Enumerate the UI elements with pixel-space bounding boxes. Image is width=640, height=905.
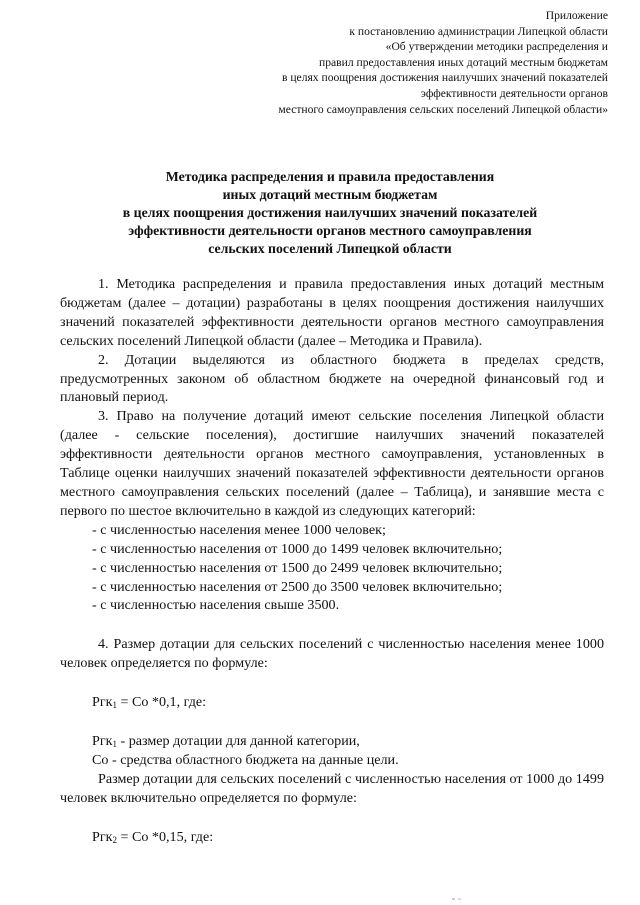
document-title: [60, 168, 600, 258]
paragraph-1: 1. Методика распределения и правила предоставления иных дотаций местным бюджетам (далее – дотации) разработаны в целях поощрения достижения наилучших значений показателей эффективности деятельности органов местного самоуправления сельских поселений Липецкой области (далее – Методика и Правила).: [60, 276, 604, 349]
appendix-line: эффективности деятельности органов: [420, 86, 608, 100]
formula-symbol: Ргк: [92, 694, 113, 711]
definition-text: - размер дотации для данной категории,: [116, 733, 360, 750]
paragraph-4: 4. Размер дотации для сельских поселений с численностью населения менее 1000 человек определяется по формуле:: [60, 636, 604, 672]
formula-subscript: 2: [112, 834, 117, 845]
formula-expression: = Со *0,1, где:: [116, 694, 207, 711]
appendix-line: к постановлению администрации Липецкой области: [349, 24, 608, 38]
appendix-line: в целях поощрения достижения наилучших значений показателей: [281, 71, 608, 85]
paragraph-5: Размер дотации для сельских поселений с численностью населения от 1000 до 1499 человек включительно определяется по формуле:: [60, 770, 604, 806]
formula-2: [60, 828, 604, 847]
definition-2: Со - средства областного бюджета на данные цели.: [92, 751, 399, 768]
appendix-header: [188, 8, 608, 117]
category-item: - с численностью населения от 1500 до 2499 человек включительно;: [92, 559, 503, 576]
category-item: - с численностью населения свыше 3500.: [92, 597, 340, 614]
scan-artifact: [452, 898, 482, 900]
formula-expression: = Со *0,15, где:: [116, 828, 214, 845]
appendix-line: правил предоставления иных дотаций местным бюджетам: [319, 55, 608, 69]
spacer: [60, 673, 604, 693]
title-line: иных дотаций местным бюджетам: [222, 187, 438, 202]
appendix-line: местного самоуправления сельских поселений Липецкой области»: [278, 102, 608, 116]
category-item: - с численностью населения менее 1000 человек;: [92, 521, 386, 538]
paragraph-2: 2. Дотации выделяются из областного бюджета в пределах средств, предусмотренных законом об областном бюджете на очередной финансовый год и плановый период.: [60, 351, 604, 406]
document-body: [60, 275, 604, 847]
title-line: эффективности деятельности органов местного самоуправления: [128, 223, 532, 238]
appendix-line: Приложение: [545, 9, 608, 22]
title-line: Методика распределения и правила предоставления: [165, 169, 495, 184]
formula-symbol: Ргк: [92, 828, 113, 845]
definition-1: [60, 732, 604, 751]
spacer: [60, 808, 604, 828]
definition-symbol: Ргк: [92, 733, 113, 750]
spacer: [60, 712, 604, 732]
category-item: - с численностью населения от 1000 до 1499 человек включительно;: [92, 540, 503, 557]
paragraph-3: 3. Право на получение дотаций имеют сельские поселения Липецкой области (далее - сельские поселения), достигшие наилучших значений показателей эффективности деятельности органов местного самоуправления, установленных в Таблице оценки наилучших значений показателей эффективности деятельности органов местного самоуправления сельских поселений (далее – Таблица), и занявшие места с первого по шестое включительно в каждой из следующих категорий:: [60, 408, 604, 519]
title-line: в целях поощрения достижения наилучших значений показателей: [122, 205, 538, 220]
category-item: - с численностью населения от 2500 до 3500 человек включительно;: [92, 578, 503, 595]
title-line: сельских поселений Липецкой области: [208, 241, 452, 256]
appendix-line: «Об утверждении методики распределения и: [385, 40, 608, 54]
formula-subscript: 1: [112, 700, 117, 711]
formula-1: [60, 693, 604, 712]
definition-subscript: 1: [112, 739, 117, 750]
spacer: [60, 615, 604, 635]
